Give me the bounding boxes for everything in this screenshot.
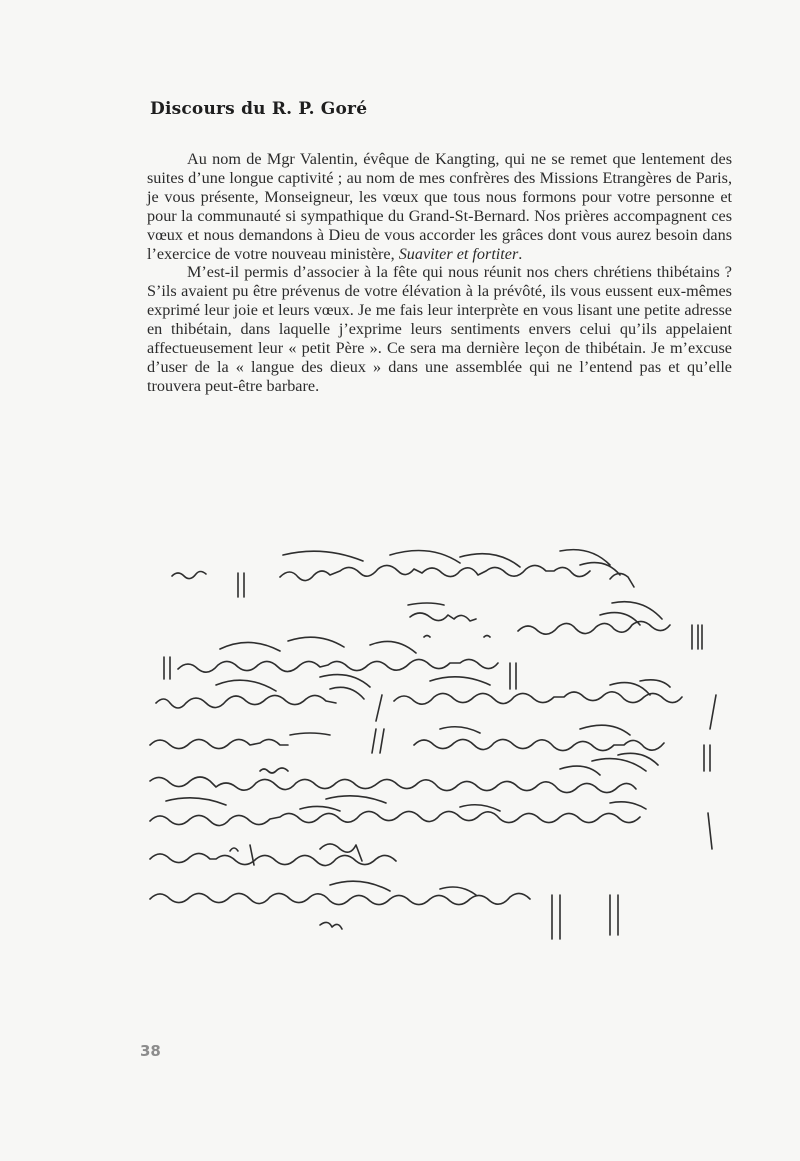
paragraph-1-emphasis: Suaviter et fortiter [398, 244, 519, 263]
paragraph-1 [147, 150, 732, 263]
paragraph-2-text: M’est-il permis d’associer à la fête qui nous réunit nos chers chrétiens thibétains ? S’ils avaient pu être prévenus de votre élévation à la prévôté, ils vous eussent eux-mêmes exprimé leur joie et leurs vœux. Je me fais leur interprète en vous lisant une petite adresse en thibétain, dans laquelle j’exprime leurs sentiments envers celui qu’ils appelaient affectueusement leur « petit Père ». Ce sera ma dernière leçon de thibétain. Je m’excuse d’user de la « langue des dieux » dans une assemblée qui ne l’entend pas et qu’elle trouvera peut-être barbare. [147, 263, 732, 395]
script-line-3 [164, 637, 516, 689]
script-line-6 [150, 753, 658, 805]
script-line-9 [150, 881, 618, 939]
script-line-7 [150, 802, 712, 849]
script-line-8 [150, 844, 396, 866]
handwritten-tibetan-address [140, 545, 740, 945]
paragraph-1-end: . [518, 244, 523, 263]
page-number: 38 [140, 1042, 161, 1060]
page-title: Discours du R. P. Goré [150, 99, 368, 119]
paragraph-2 [147, 263, 732, 395]
paragraph-1-text: Au nom de Mgr Valentin, évêque de Kangting, qui ne se remet que lentement des suites d’une longue captivité ; au nom de mes confrères des Missions Etrangères de Paris, je vous présente, Monseigneur, les vœux que tous nous formons pour votre personne et pour la communauté si sympathique du Grand-St-Bernard. Nos prières accompagnent ces vœux et nous demandons à Dieu de vous accorder les grâces dont vous aurez besoin dans l’exercice de votre nouveau ministère, [147, 150, 732, 263]
script-line-2 [408, 602, 702, 649]
script-line-5 [150, 725, 710, 771]
script-line-4 [156, 675, 716, 729]
script-line-1 [172, 550, 634, 597]
body-text [147, 150, 732, 396]
